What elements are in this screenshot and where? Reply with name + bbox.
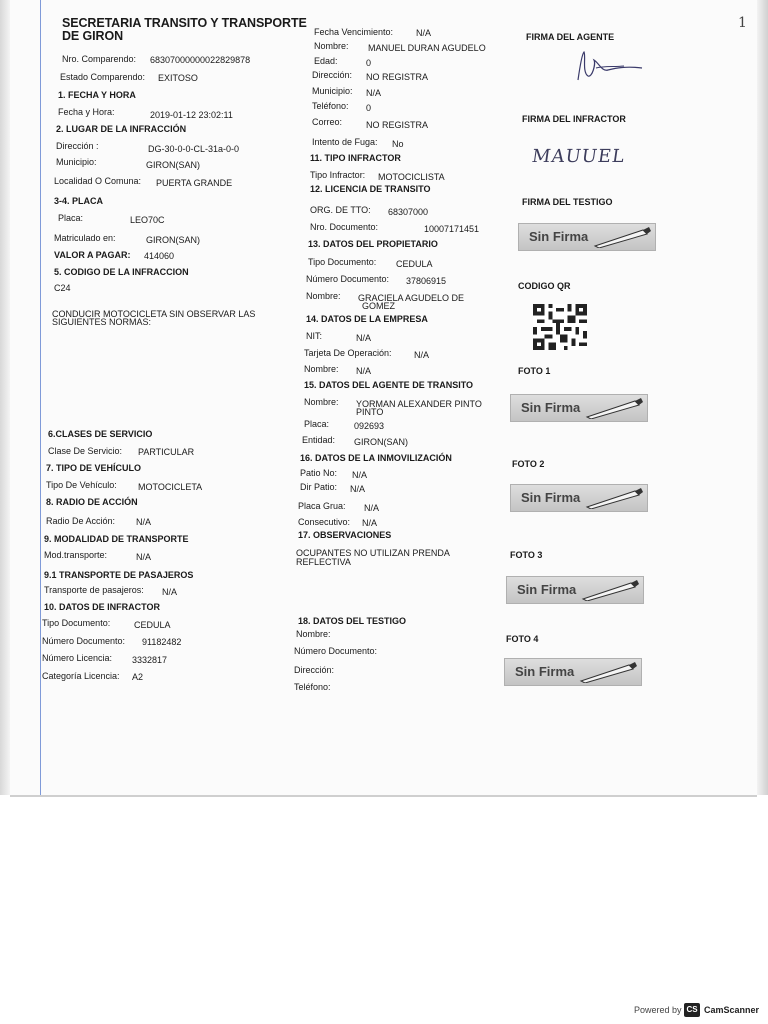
observaciones-line-2: REFLECTIVA [296, 557, 351, 567]
telefono-label: Teléfono: [312, 101, 349, 111]
codigo-value: C24 [54, 283, 71, 293]
section-observaciones: 17. OBSERVACIONES [298, 530, 392, 540]
prop-nombre-line-2: GOMEZ [362, 301, 395, 311]
section-agente: 15. DATOS DEL AGENTE DE TRANSITO [304, 380, 474, 390]
nit-value: N/A [356, 333, 372, 343]
sin-firma-foto-1 [510, 394, 648, 422]
nro-doc-label: Nro. Documento: [310, 222, 379, 232]
valor-value: 414060 [144, 251, 175, 261]
tipo-vehiculo-value: MOTOCICLETA [138, 482, 203, 492]
agente-nombre-line-1: YORMAN ALEXANDER PINTO [356, 399, 482, 409]
num-doc-label: Número Documento: [42, 636, 126, 646]
sin-firma-foto-2 [510, 484, 648, 512]
sin-firma-text: Sin Firma [529, 229, 589, 244]
tarjeta-value: N/A [414, 350, 430, 360]
direccion-value: DG-30-0-0-CL-31a-0-0 [148, 144, 240, 154]
agente-nombre-label: Nombre: [304, 397, 339, 407]
fecha-label: Fecha y Hora: [58, 107, 115, 117]
prop-nombre-label: Nombre: [306, 291, 341, 301]
section-fecha: 1. FECHA Y HORA [58, 90, 136, 100]
title-line-2: DE GIRON [62, 29, 124, 43]
comparendo-value: 68307000000022829878 [150, 55, 251, 65]
section-tipo-vehiculo: 7. TIPO DE VEHÍCULO [46, 463, 142, 473]
section-testigo: 18. DATOS DEL TESTIGO [298, 616, 407, 626]
agente-nombre-line-2: PINTO [356, 407, 384, 417]
prop-num-label: Número Documento: [306, 274, 390, 284]
observaciones-line-1: OCUPANTES NO UTILIZAN PRENDA [296, 548, 450, 558]
sin-firma-text: Sin Firma [517, 582, 577, 597]
persona-municipio-value: N/A [366, 88, 382, 98]
placa-grua-value: N/A [364, 503, 380, 513]
testigo-telefono-label: Teléfono: [294, 682, 331, 692]
section-modalidad: 9. MODALIDAD DE TRANSPORTE [44, 534, 189, 544]
scan-right-edge [757, 0, 768, 795]
tipo-infractor-label: Tipo Infractor: [310, 170, 366, 180]
powered-by-text: Powered by [634, 1005, 682, 1015]
persona-direccion-value: NO REGISTRA [366, 72, 429, 82]
vencimiento-value: N/A [416, 28, 432, 38]
prop-tipo-value: CEDULA [396, 259, 433, 269]
fuga-label: Intento de Fuga: [312, 137, 378, 147]
foto-3-label: FOTO 3 [510, 550, 543, 560]
consecutivo-value: N/A [362, 518, 378, 528]
valor-label: VALOR A PAGAR: [54, 250, 131, 260]
foto-4-label: FOTO 4 [506, 634, 539, 644]
persona-nombre-label: Nombre: [314, 41, 349, 51]
foto-1-label: FOTO 1 [518, 366, 551, 376]
sin-firma-text: Sin Firma [515, 664, 575, 679]
telefono-value: 0 [366, 103, 372, 113]
org-label: ORG. DE TTO: [310, 205, 371, 215]
section-clases-servicio: 6.CLASES DE SERVICIO [48, 429, 153, 439]
cat-lic-value: A2 [132, 672, 144, 682]
num-lic-value: 3332817 [132, 655, 168, 665]
matriculado-label: Matriculado en: [54, 233, 116, 243]
firma-infractor-label: FIRMA DEL INFRACTOR [522, 114, 626, 124]
clase-label: Clase De Servicio: [48, 446, 123, 456]
margin-line [40, 0, 41, 795]
num-lic-label: Número Licencia: [42, 653, 113, 663]
pasajeros-value: N/A [162, 587, 178, 597]
municipio-value: GIRON(SAN) [146, 160, 200, 170]
cat-lic-label: Categoría Licencia: [42, 671, 120, 681]
fecha-value: 2019-01-12 23:02:11 [150, 110, 233, 120]
section-infractor: 10. DATOS DE INFRACTOR [44, 602, 161, 612]
agente-placa-value: 092693 [354, 421, 385, 431]
placa-grua-label: Placa Grua: [298, 501, 346, 511]
qr-code-icon [532, 304, 588, 350]
emp-nombre-label: Nombre: [304, 364, 339, 374]
sin-firma-text: Sin Firma [521, 490, 581, 505]
modalidad-label: Mod.transporte: [44, 550, 108, 560]
title-line-1: SECRETARIA TRANSITO Y TRANSPORTE [62, 16, 307, 30]
infractor-signature: MAUUEL [530, 146, 627, 167]
vencimiento-label: Fecha Vencimiento: [314, 27, 394, 37]
pen-icon [581, 579, 641, 601]
direccion-label: Dirección : [56, 141, 99, 151]
entidad-value: GIRON(SAN) [354, 437, 408, 447]
section-radio-accion: 8. RADIO DE ACCIÓN [46, 497, 138, 507]
patio-no-label: Patio No: [300, 468, 338, 478]
persona-municipio-label: Municipio: [312, 86, 353, 96]
comparendo-label: Nro. Comparendo: [62, 54, 137, 64]
camscanner-brand: CamScanner [704, 1005, 760, 1015]
section-codigo: 5. CODIGO DE LA INFRACCION [54, 267, 189, 277]
patio-no-value: N/A [352, 470, 368, 480]
municipio-label: Municipio: [56, 157, 97, 167]
estado-label: Estado Comparendo: [60, 72, 146, 82]
section-placa: 3-4. PLACA [54, 196, 104, 206]
section-propietario: 13. DATOS DEL PROPIETARIO [308, 239, 438, 249]
section-pasajeros: 9.1 TRANSPORTE DE PASAJEROS [44, 570, 194, 580]
testigo-documento-label: Número Documento: [294, 646, 378, 656]
page-number: 1 [738, 15, 747, 31]
document-title [62, 17, 307, 43]
radio-value: N/A [136, 517, 152, 527]
section-lugar: 2. LUGAR DE LA INFRACCIÓN [56, 124, 187, 134]
descripcion-line-1: CONDUCIR MOTOCICLETA SIN OBSERVAR LAS [52, 309, 256, 319]
sin-firma-testigo [518, 223, 656, 251]
testigo-nombre-label: Nombre: [296, 629, 331, 639]
agente-placa-label: Placa: [304, 419, 330, 429]
persona-direccion-label: Dirección: [312, 70, 353, 80]
org-value: 68307000 [388, 207, 429, 217]
placa-value: LEO70C [130, 215, 165, 225]
pen-icon [593, 226, 653, 248]
firma-testigo-label: FIRMA DEL TESTIGO [522, 197, 613, 207]
sin-firma-text: Sin Firma [521, 400, 581, 415]
tipo-doc-label: Tipo Documento: [42, 618, 111, 628]
section-inmovilizacion: 16. DATOS DE LA INMOVILIZACIÓN [300, 453, 452, 463]
descripcion-line-2: SIGUIENTES NORMAS: [52, 317, 152, 327]
radio-label: Radio De Acción: [46, 516, 116, 526]
sin-firma-foto-3 [506, 576, 644, 604]
pen-icon [585, 397, 645, 419]
scan-left-edge [0, 0, 10, 795]
clase-value: PARTICULAR [138, 447, 195, 457]
estado-value: EXITOSO [158, 73, 198, 83]
tipo-infractor-value: MOTOCICLISTA [378, 172, 445, 182]
localidad-label: Localidad O Comuna: [54, 176, 142, 186]
num-doc-value: 91182482 [142, 637, 182, 647]
section-tipo-infractor: 11. TIPO INFRACTOR [310, 153, 401, 163]
testigo-direccion-label: Dirección: [294, 665, 335, 675]
edad-label: Edad: [314, 56, 338, 66]
prop-num-value: 37806915 [406, 276, 447, 286]
persona-nombre-value: MANUEL DURAN AGUDELO [368, 43, 486, 53]
edad-value: 0 [366, 58, 372, 68]
placa-label: Placa: [58, 213, 84, 223]
entidad-label: Entidad: [302, 435, 336, 445]
tipo-vehiculo-label: Tipo De Vehículo: [46, 480, 117, 490]
correo-value: NO REGISTRA [366, 120, 429, 130]
modalidad-value: N/A [136, 552, 152, 562]
matriculado-value: GIRON(SAN) [146, 235, 200, 245]
prop-nombre-line-1: GRACIELA AGUDELO DE [358, 293, 465, 303]
section-empresa: 14. DATOS DE LA EMPRESA [306, 314, 428, 324]
camscanner-logo-icon: CS [684, 1003, 700, 1017]
correo-label: Correo: [312, 117, 343, 127]
fuga-value: No [392, 139, 404, 149]
prop-tipo-label: Tipo Documento: [308, 257, 377, 267]
nit-label: NIT: [306, 331, 323, 341]
codigo-qr-label: CODIGO QR [518, 281, 571, 291]
pasajeros-label: Transporte de pasajeros: [44, 585, 144, 595]
pen-icon [585, 487, 645, 509]
consecutivo-label: Consecutivo: [298, 517, 351, 527]
dir-patio-label: Dir Patio: [300, 482, 338, 492]
agent-signature [568, 46, 648, 86]
nro-doc-value: 10007171451 [424, 224, 480, 234]
emp-nombre-value: N/A [356, 366, 372, 376]
foto-2-label: FOTO 2 [512, 459, 545, 469]
section-licencia-transito: 12. LICENCIA DE TRANSITO [310, 184, 431, 194]
localidad-value: PUERTA GRANDE [156, 178, 233, 188]
dir-patio-value: N/A [350, 484, 366, 494]
sin-firma-foto-4 [504, 658, 642, 686]
tipo-doc-value: CEDULA [134, 620, 171, 630]
tarjeta-label: Tarjeta De Operación: [304, 348, 392, 358]
pen-icon [579, 661, 639, 683]
firma-agente-label: FIRMA DEL AGENTE [526, 32, 615, 42]
